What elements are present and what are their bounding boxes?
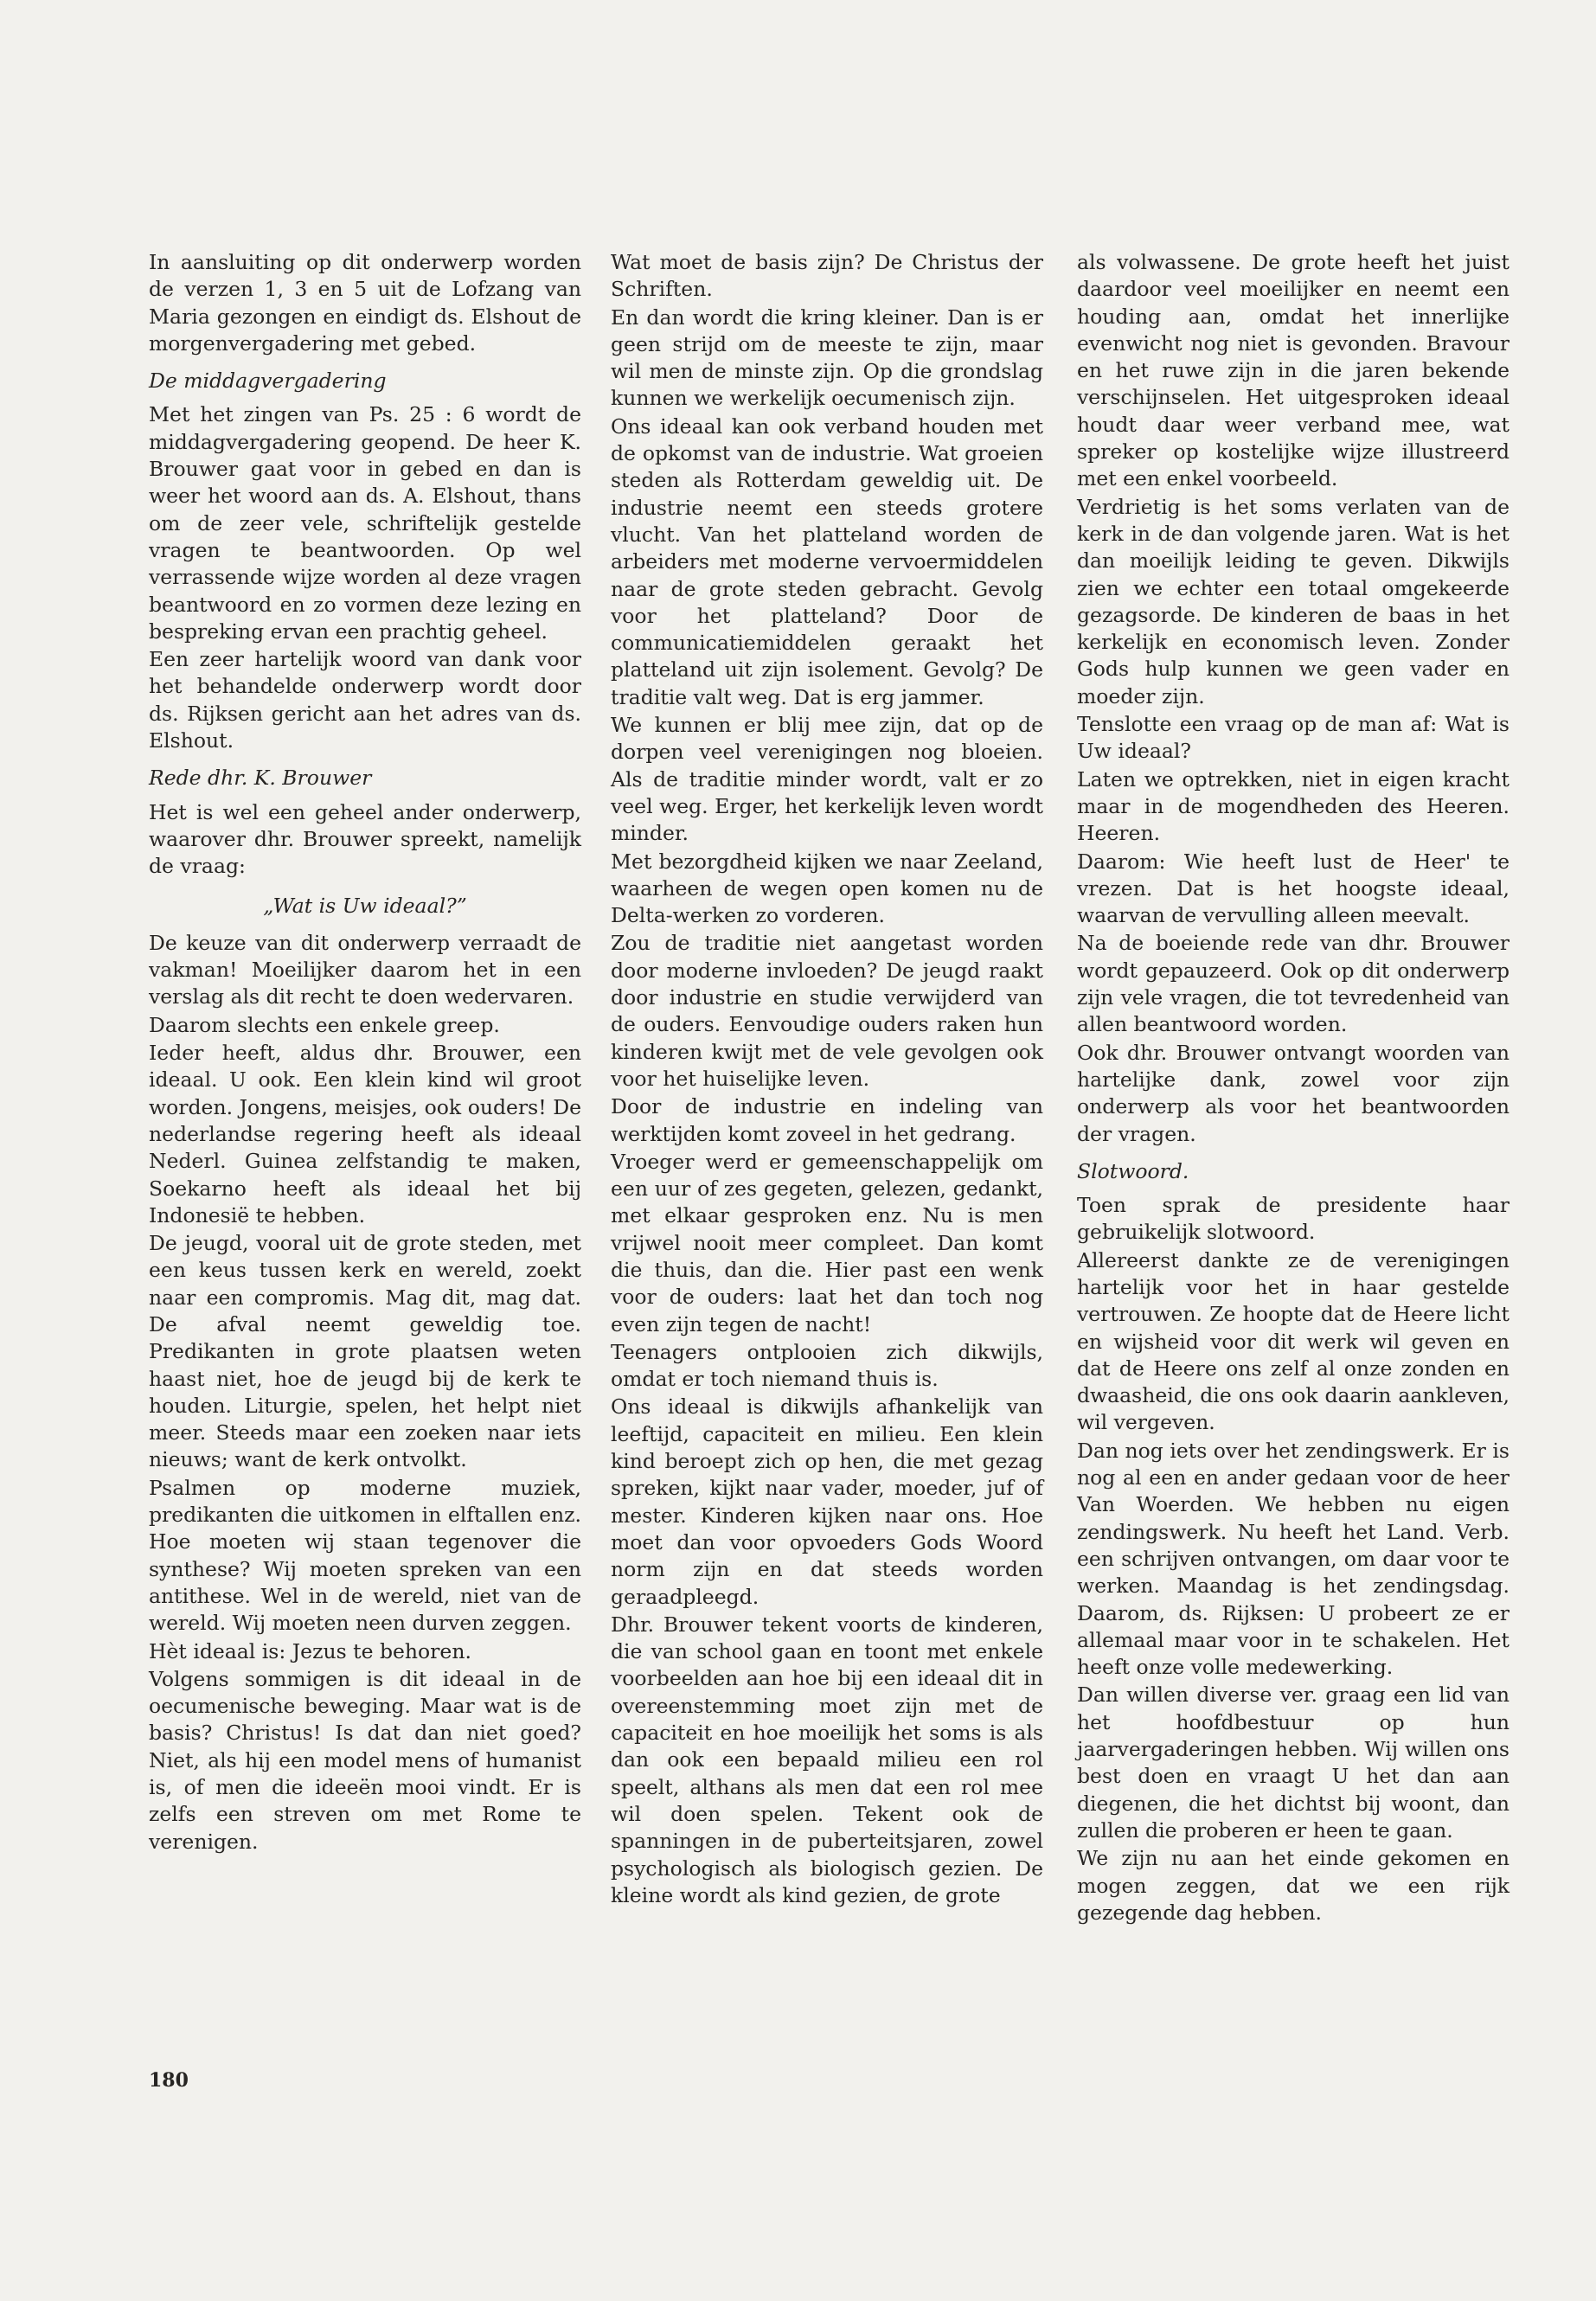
paragraph: Verdrietig is het soms verlaten van de kerk in de dan volgende jaren. Wat is het dan moeilijk leiding te geven. Dikwijls zien we echter een totaal omgekeerde gezagsorde. De kinderen de baas in het kerkelijk en economisch leven. Zonder Gods hulp kunnen we geen vader en moeder zijn. (1077, 494, 1509, 708)
column-right (1077, 249, 1509, 1927)
section-heading: Rede dhr. K. Brouwer (149, 766, 372, 791)
paragraph: Ook dhr. Brouwer ontvangt woorden van hartelijke dank, zowel voor zijn onderwerp als voor het beantwoorden der vragen. (1077, 1040, 1509, 1146)
paragraph: Met bezorgdheid kijken we naar Zeeland, waarheen de wegen open komen nu de Delta-werken zo vorderen. (611, 849, 1043, 928)
paragraph: In aansluiting op dit onderwerp worden de verzen 1, 3 en 5 uit de Lofzang van Maria gezongen en eindigt ds. Elshout de morgenvergadering met gebed. (149, 250, 581, 356)
paragraph: Na de boeiende rede van dhr. Brouwer wordt gepauzeerd. Ook op dit onderwerp zijn vele vragen, die tot tevredenheid van allen beantwoord worden. (1077, 931, 1509, 1037)
paragraph: We kunnen er blij mee zijn, dat op de dorpen veel verenigingen nog bloeien. Als de traditie minder wordt, valt er zo veel weg. Erger, het kerkelijk leven wordt minder. (611, 713, 1043, 846)
paragraph: Ons ideaal kan ook verband houden met de opkomst van de industrie. Wat groeien steden als Rotterdam geweldig uit. De industrie neemt een steeds grotere vlucht. Van het platteland worden de arbeiders met moderne vervoermiddelen naar de grote steden gebracht. Gevolg voor het platteland? Door de communicatiemiddelen geraakt het platteland uit zijn isolement. Gevolg? De traditie valt weg. Dat is erg jammer. (611, 413, 1043, 709)
paragraph: De jeugd, vooral uit de grote steden, met een keus tussen kerk en wereld, zoekt naar een compromis. Mag dit, mag dat. De afval neemt geweldig toe. Predikanten in grote plaatsen weten haast niet, hoe de jeugd bij de kerk te houden. Liturgie, spelen, het helpt niet meer. Steeds maar een zoeken naar iets nieuws; want de kerk ontvolkt. (149, 1231, 581, 1472)
paragraph: Een zeer hartelijk woord van dank voor het behandelde onderwerp wordt door ds. Rijksen gericht aan het adres van ds. Elshout. (149, 647, 581, 753)
paragraph: Zou de traditie niet aangetast worden door moderne invloeden? De jeugd raakt door industrie en studie verwijderd van de ouders. Eenvoudige ouders raken hun kinderen kwijt met de vele gevolgen ook voor het huiselijke leven. (611, 931, 1043, 1091)
paragraph: Het is wel een geheel ander onderwerp, waarover dhr. Brouwer spreekt, namelijk de vraag: (149, 799, 581, 879)
paragraph: Laten we optrekken, niet in eigen kracht maar in de mogendheden des Heeren. Heeren. (1077, 766, 1509, 846)
paragraph: Dan willen diverse ver. graag een lid van het hoofdbestuur op hun jaarvergaderingen hebben. Wij willen ons best doen en vraagt U het dan aan diegenen, die het dichtst bij woont, dan zullen die proberen er heen te gaan. (1077, 1682, 1509, 1843)
paragraph: Tenslotte een vraag op de man af: Wat is Uw ideaal? (1077, 712, 1509, 764)
paragraph: De keuze van dit onderwerp verraadt de vakman! Moeilijker daarom het in een verslag als dit recht te doen wedervaren. (149, 930, 581, 1009)
paragraph: Wat moet de basis zijn? De Christus der Schriften. (611, 250, 1043, 302)
column-middle (611, 249, 1043, 1910)
paragraph: Hèt ideaal is: Jezus te behoren. (149, 1638, 471, 1663)
centered-title: „Wat is Uw ideaal?” (263, 893, 467, 918)
page-number: 180 (149, 2069, 189, 2092)
section-heading: Slotwoord. (1077, 1158, 1189, 1183)
paragraph: Door de industrie en indeling van werktijden komt zoveel in het gedrang. (611, 1094, 1043, 1146)
paragraph: als volwassene. De grote heeft het juist daardoor veel moeilijker en neemt een houding aan, omdat het innerlijke evenwicht nog niet is gevonden. Bravour en het ruwe zijn in die jaren bekende verschijnselen. Het uitgesproken ideaal houdt daar weer verband mee, wat spreker op kostelijke wijze illustreerd met een enkel voorbeeld. (1077, 250, 1509, 491)
paragraph: We zijn nu aan het einde gekomen en mogen zeggen, dat we een rijk gezegende dag hebben. (1077, 1846, 1509, 1925)
paragraph: Vroeger werd er gemeenschappelijk om een uur of zes gegeten, gelezen, gedankt, met elkaar gesproken enz. Nu is men vrijwel nooit meer compleet. Dan komt die thuis, dan die. Hier past een wenk voor de ouders: laat het dan toch nog even zijn tegen de nacht! (611, 1149, 1043, 1336)
paragraph: Daarom slechts een enkele greep. (149, 1012, 500, 1037)
paragraph: Toen sprak de presidente haar gebruikelijk slotwoord. (1077, 1193, 1509, 1245)
section-heading: De middagvergadering (149, 369, 387, 394)
paragraph: Ons ideaal is dikwijls afhankelijk van leeftijd, capaciteit en milieu. Een klein kind beroept zich op hen, die met gezag spreken, kijkt naar vader, moeder, juf of mester. Kinderen kijken naar ons. Hoe moet dan voor opvoeders Gods Woord norm zijn en dat steeds worden geraadpleegd. (611, 1394, 1043, 1609)
paragraph: Teenagers ontplooien zich dikwijls, omdat er toch niemand thuis is. (611, 1339, 1043, 1392)
paragraph: Dhr. Brouwer tekent voorts de kinderen, die van school gaan en toont met enkele voorbeelden aan hoe bij een ideaal dit in overeenstemming moet zijn met de capaciteit en hoe moeilijk het soms is als dan ook een bepaald milieu een rol speelt, althans als men dat een rol mee wil doen spelen. Tekent ook de spanningen in de puberteitsjaren, zowel psychologisch als biologisch gezien. De kleine wordt als kind gezien, de grote (611, 1612, 1043, 1907)
column-left (149, 249, 581, 1856)
paragraph: Allereerst dankte ze de verenigingen hartelijk voor het in haar gestelde vertrouwen. Ze hoopte dat de Heere licht en wijsheid voor dit werk wil geven en dat de Heere ons zelf al onze zonden en dwaasheid, die ons ook daarin aankleven, wil vergeven. (1077, 1247, 1509, 1435)
paragraph: Ieder heeft, aldus dhr. Brouwer, een ideaal. U ook. Een klein kind wil groot worden. Jongens, meisjes, ook ouders! De nederlandse regering heeft als ideaal Nederl. Guinea zelfstandig te maken, Soekarno heeft als ideaal het bij Indonesië te hebben. (149, 1041, 581, 1227)
paragraph: Volgens sommigen is dit ideaal in de oecumenische beweging. Maar wat is de basis? Christus! Is dat dan niet goed? Niet, als hij een model mens of humanist is, of men die ideeën mooi vindt. Er is zelfs een streven om met Rome te verenigen. (149, 1666, 581, 1854)
paragraph: En dan wordt die kring kleiner. Dan is er geen strijd om de meeste te zijn, maar wil men de minste zijn. Op die grondslag kunnen we werkelijk oecumenisch zijn. (611, 304, 1043, 411)
paragraph: Psalmen op moderne muziek, predikanten die uitkomen in elftallen enz. Hoe moeten wij staan tegenover die synthese? Wij moeten spreken van een antithese. Wel in de wereld, niet van de wereld. Wij moeten neen durven zeggen. (149, 1475, 581, 1636)
paragraph: Daarom: Wie heeft lust de Heer' te vrezen. Dat is het hoogste ideaal, waarvan de vervulling alleen meevalt. (1077, 849, 1509, 928)
paragraph: Met het zingen van Ps. 25 : 6 wordt de middagvergadering geopend. De heer K. Brouwer gaat voor in gebed en dan is weer het woord aan ds. A. Elshout, thans om de zeer vele, schriftelijk gestelde vragen te beantwoorden. Op wel verrassende wijze worden al deze vragen beantwoord en zo vormen deze lezing en bespreking ervan een prachtig geheel. (149, 402, 581, 644)
paragraph: Dan nog iets over het zendingswerk. Er is nog al een en ander gedaan voor de heer Van Woerden. We hebben nu eigen zendingswerk. Nu heeft het Land. Verb. een schrijven ontvangen, om daar voor te werken. Maandag is het zendingsdag. Daarom, ds. Rijksen: U probeert ze er allemaal maar voor in te schakelen. Het heeft onze volle medewerking. (1077, 1438, 1509, 1680)
